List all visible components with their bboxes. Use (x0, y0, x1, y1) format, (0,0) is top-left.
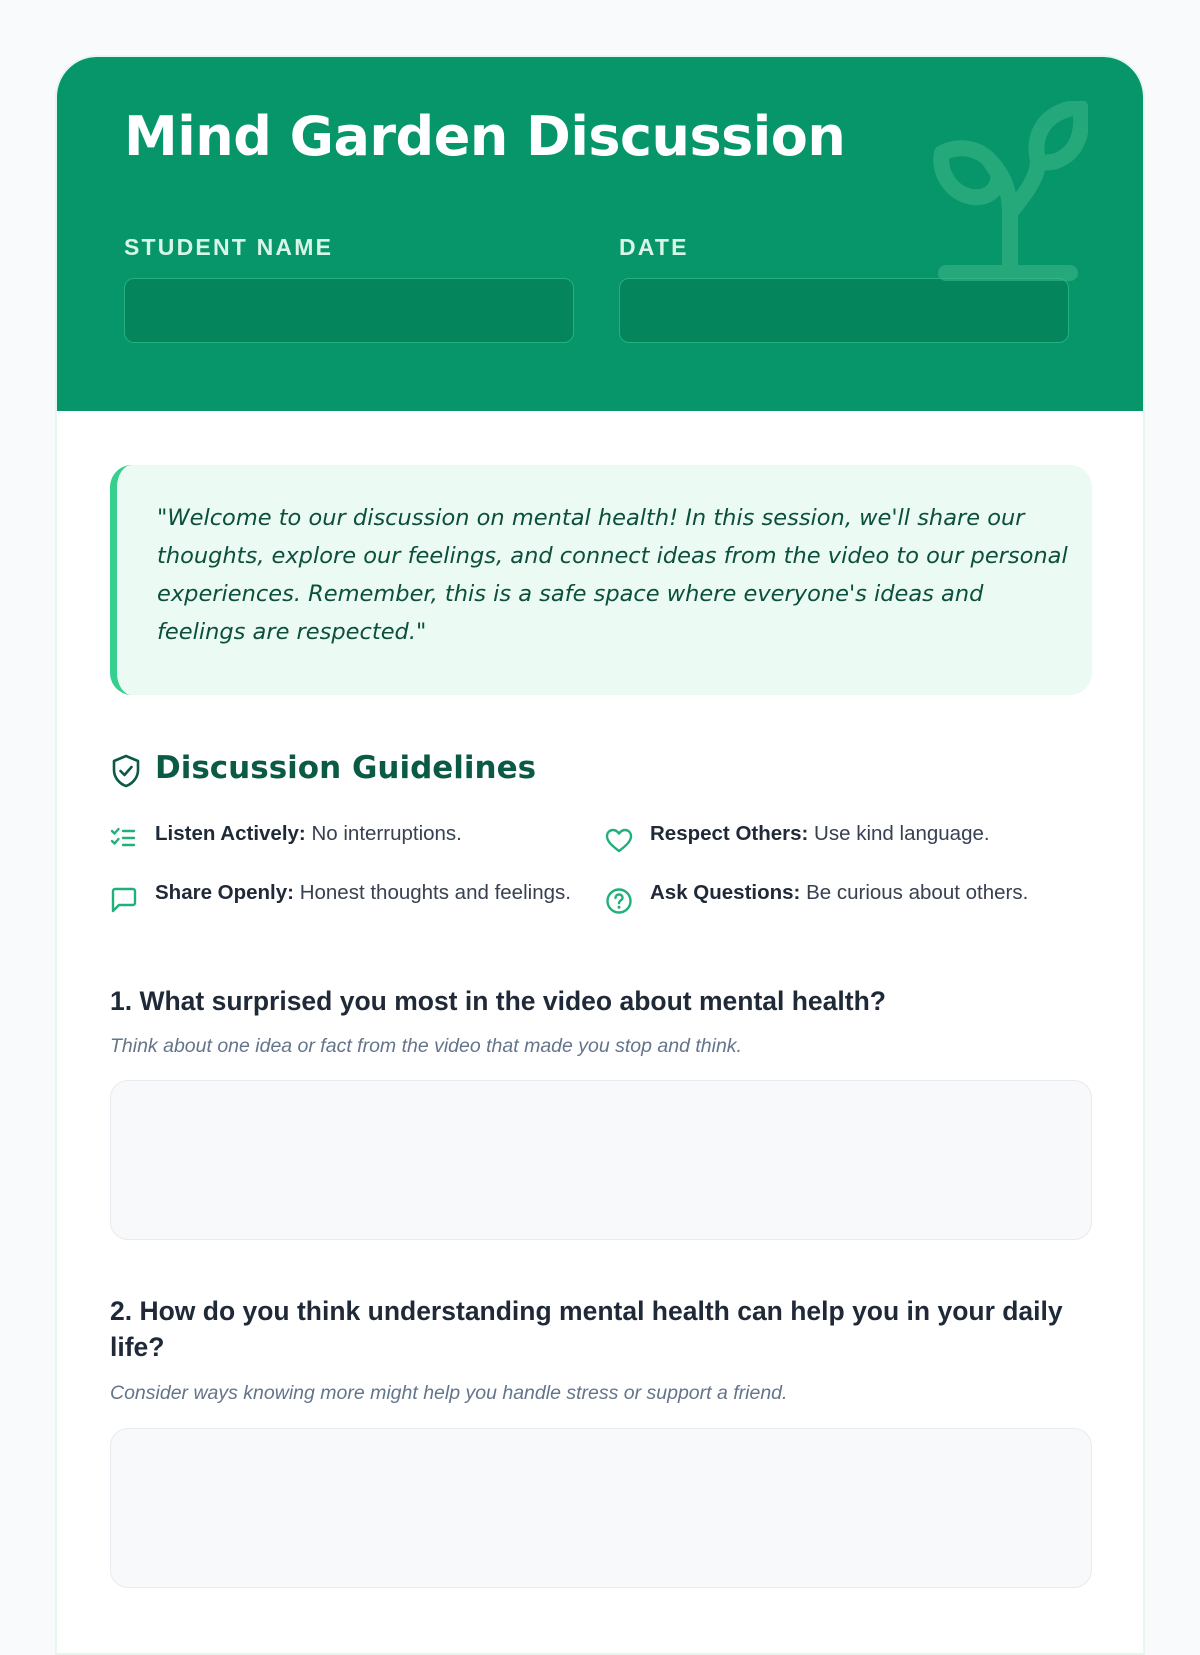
shield-check-icon (111, 754, 141, 788)
header-banner (57, 57, 1143, 411)
guideline-description: No interruptions. (305, 822, 462, 845)
checklist-icon (110, 826, 136, 850)
question-2-hint: Consider ways knowing more might help you handle stress or support a friend. (110, 1382, 788, 1404)
page-title: Mind Garden Discussion (124, 105, 846, 168)
question-1-answer-field[interactable] (110, 1080, 1092, 1240)
guideline-label: Respect Others: (650, 822, 809, 845)
student-name-label: STUDENT NAME (124, 234, 334, 260)
question-circle-icon (605, 887, 633, 915)
guideline-label: Share Openly: (155, 881, 294, 904)
question-2-title: 2. How do you think understanding mental health can help you in your daily life? (110, 1296, 1063, 1362)
question-1-hint: Think about one idea or fact from the video that made you stop and think. (110, 1035, 742, 1057)
chat-bubble-icon (110, 887, 138, 913)
student-name-input[interactable] (124, 278, 574, 343)
guideline-label: Listen Actively: (155, 822, 306, 845)
sprout-icon (928, 101, 1088, 291)
heart-icon (605, 828, 633, 854)
question-2-answer-field[interactable] (110, 1428, 1092, 1588)
intro-quote-text: "Welcome to our discussion on mental health! In this session, we'll share our thoughts, explore our feelings, and connect ideas from the video to our personal experiences. Remember, this is a safe space where everyone's ideas and feelings are respected." (157, 505, 1068, 645)
guideline-description: Use kind language. (808, 822, 990, 845)
date-label: DATE (619, 234, 689, 260)
worksheet-card (55, 55, 1145, 1655)
guidelines-title: Discussion Guidelines (155, 750, 537, 786)
guideline-description: Be curious about others. (800, 881, 1029, 904)
intro-quote-box (110, 465, 1092, 695)
guideline-label: Ask Questions: (650, 881, 801, 904)
question-1-title: 1. What surprised you most in the video about mental health? (110, 986, 886, 1016)
guideline-description: Honest thoughts and feelings. (294, 881, 571, 904)
